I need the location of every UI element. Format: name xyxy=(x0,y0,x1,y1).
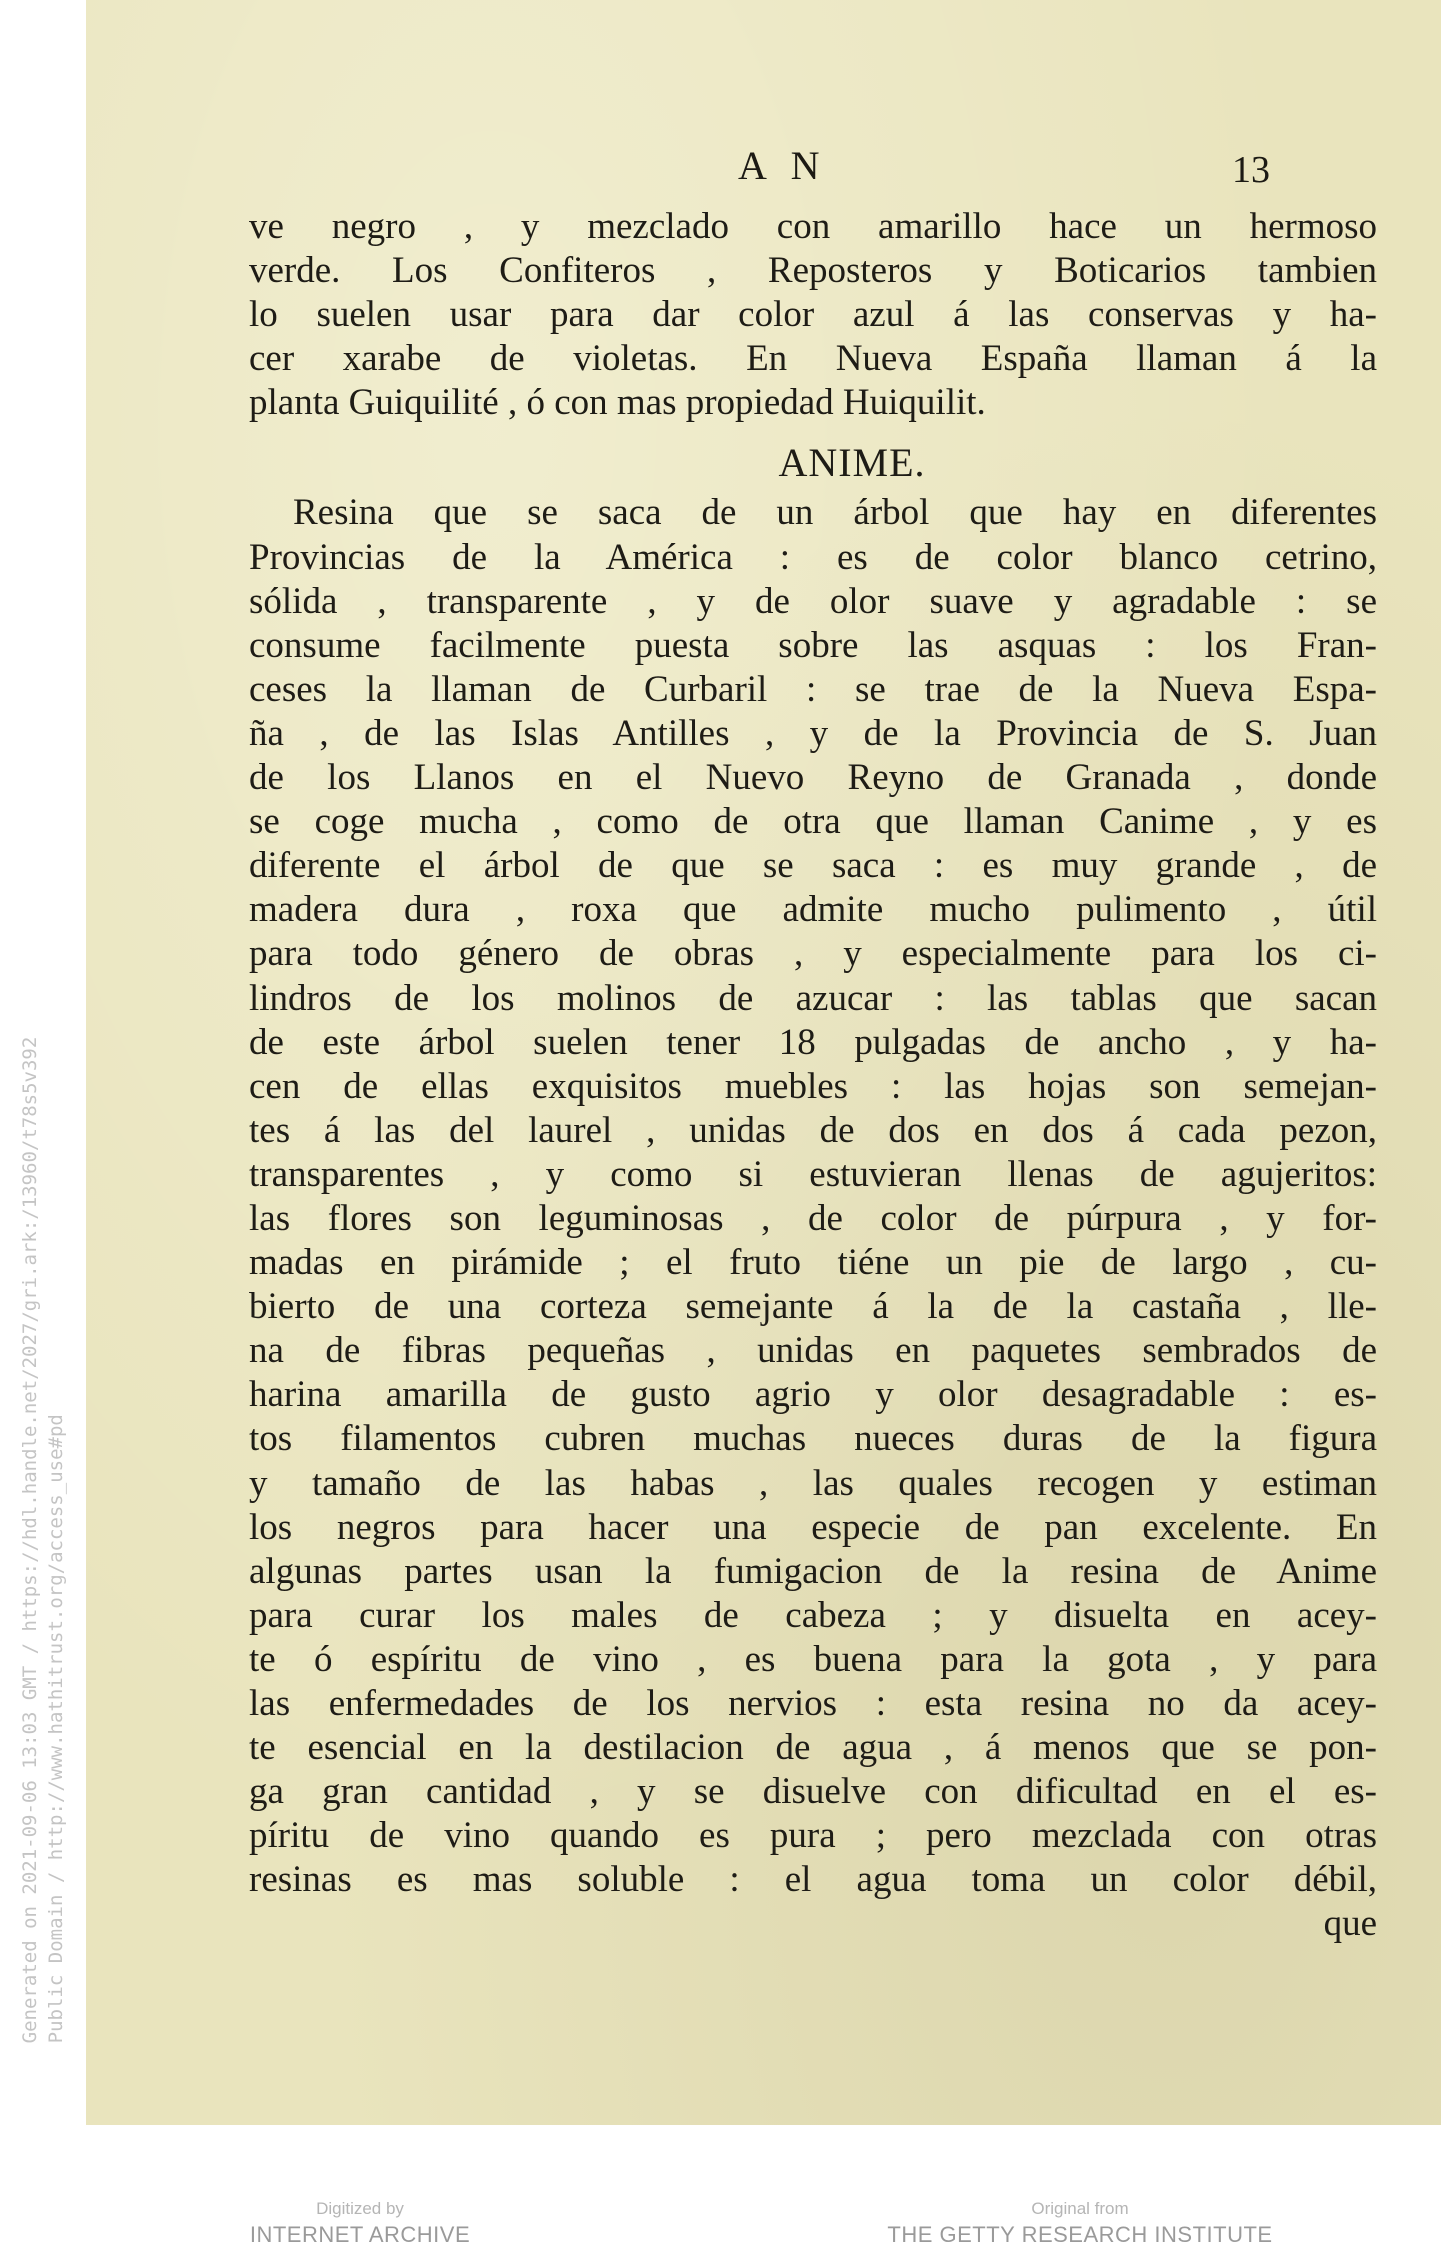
text-line: madera dura , roxa que admite mucho pulimento , útil xyxy=(249,889,1377,931)
text-line: para curar los males de cabeza ; y disuelta en acey- xyxy=(249,1594,1377,1636)
text-line: na de fibras pequeñas , unidas en paquetes sembrados de xyxy=(249,1330,1377,1372)
original-label: Original from xyxy=(1031,2199,1129,2218)
text-line: te ó espíritu de vino , es buena para la gota , y para xyxy=(249,1638,1377,1680)
digitized-source: INTERNET ARCHIVE xyxy=(249,2222,471,2247)
original-from xyxy=(870,2198,1290,2250)
text-line: verde. Los Confiteros , Reposteros y Boticarios tambien xyxy=(249,250,1377,292)
running-title: A N xyxy=(738,143,828,188)
text-line: cer xarabe de violetas. En Nueva España llaman á la xyxy=(249,338,1377,380)
text-line: planta Guiquilité , ó con mas propiedad Huiquilit. xyxy=(249,382,986,424)
text-line: consume facilmente puesta sobre las asquas : los Fran- xyxy=(249,624,1377,666)
text-line: para todo género de obras , y especialmente para los ci- xyxy=(249,933,1377,975)
paragraph-anime xyxy=(249,491,1377,1946)
text-line: resinas es mas soluble : el agua toma un color débil, xyxy=(249,1859,1377,1901)
text-line: lo suelen usar para dar color azul á las conservas y ha- xyxy=(249,294,1377,336)
digitized-label: Digitized by xyxy=(316,2199,404,2218)
stamp-line-public-domain: Public Domain / http://www.hathitrust.org/access_use#pd xyxy=(45,1414,67,2044)
section-heading: ANIME. xyxy=(778,440,926,486)
text-line: algunas partes usan la fumigacion de la resina de Anime xyxy=(249,1550,1377,1592)
text-line: harina amarilla de gusto agrio y olor desagradable : es- xyxy=(249,1374,1377,1416)
text-line: transparentes , y como si estuvieran llenas de agujeritos: xyxy=(249,1153,1377,1195)
text-line: y tamaño de las habas , las quales recogen y estiman xyxy=(249,1462,1377,1504)
digitization-footer xyxy=(0,2198,1441,2255)
text-line: píritu de vino quando es pura ; pero mezclada con otras xyxy=(249,1815,1377,1857)
page-text xyxy=(249,205,1377,1947)
text-line: de los Llanos en el Nuevo Reyno de Granada , donde xyxy=(249,757,1377,799)
text-line: lindros de los molinos de azucar : las tablas que sacan xyxy=(249,977,1377,1019)
text-line: Provincias de la América : es de color blanco cetrino, xyxy=(249,536,1377,578)
text-line: ceses la llaman de Curbaril : se trae de la Nueva Espa- xyxy=(249,668,1377,710)
text-line: sólida , transparente , y de olor suave y agradable : se xyxy=(249,580,1377,622)
text-line: madas en pirámide ; el fruto tiéne un pie de largo , cu- xyxy=(249,1242,1377,1284)
text-line: diferente el árbol de que se saca : es muy grande , de xyxy=(249,845,1377,887)
stamp-line-generated: Generated on 2021-09-06 13:03 GMT / https://hdl.handle.net/2027/gri.ark:/13960/t78s5v392 xyxy=(19,1036,41,2044)
text-line: Resina que se saca de un árbol que hay en diferentes xyxy=(293,492,1377,534)
text-line: te esencial en la destilacion de agua , á menos que se pon- xyxy=(249,1727,1377,1769)
text-line: cen de ellas exquisitos muebles : las hojas son semejan- xyxy=(249,1065,1377,1107)
text-line: las flores son leguminosas , de color de púrpura , y for- xyxy=(249,1197,1377,1239)
paragraph-continued xyxy=(249,205,1377,425)
digitized-by xyxy=(230,2198,490,2250)
text-line: ve negro , y mezclado con amarillo hace un hermoso xyxy=(249,206,1377,247)
text-line: las enfermedades de los nervios : esta resina no da acey- xyxy=(249,1683,1377,1724)
text-line: de este árbol suelen tener 18 pulgadas de ancho , y ha- xyxy=(249,1021,1377,1063)
original-source: THE GETTY RESEARCH INSTITUTE xyxy=(887,2222,1273,2247)
text-line: los negros para hacer una especie de pan excelente. En xyxy=(249,1506,1377,1548)
text-line: ga gran cantidad , y se disuelve con dificultad en el es- xyxy=(249,1771,1377,1813)
running-head xyxy=(86,142,1441,192)
stamp-text xyxy=(17,1037,69,2044)
text-line: se coge mucha , como de otra que llaman Canime , y es xyxy=(249,801,1377,843)
page-number: 13 xyxy=(1232,149,1270,191)
text-line: tes á las del laurel , unidas de dos en dos á cada pezon, xyxy=(249,1109,1377,1151)
scanned-page xyxy=(86,0,1441,2125)
catchword: que xyxy=(1323,1903,1377,1945)
text-line: tos filamentos cubren muchas nueces duras de la figura xyxy=(249,1418,1377,1460)
hathitrust-stamp xyxy=(0,0,86,2255)
text-line: ña , de las Islas Antilles , y de la Provincia de S. Juan xyxy=(249,712,1377,754)
text-line: bierto de una corteza semejante á la de la castaña , lle- xyxy=(249,1286,1377,1328)
